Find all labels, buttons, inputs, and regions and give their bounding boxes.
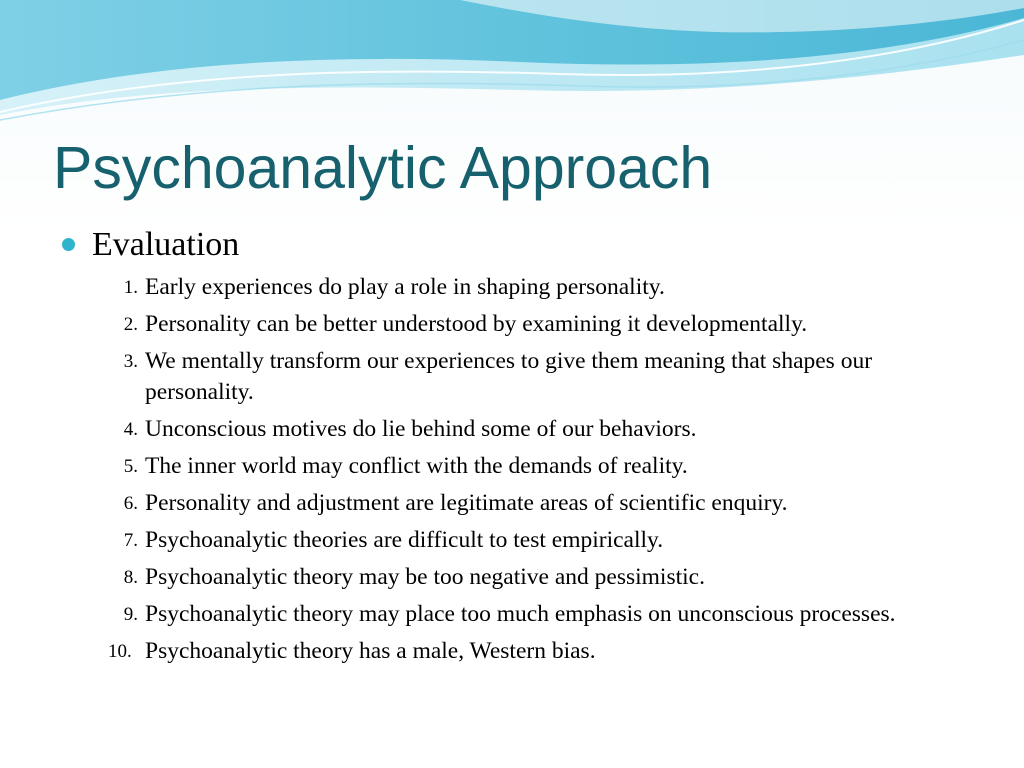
list-item <box>104 346 984 408</box>
list-item-number: 9. <box>123 604 138 625</box>
slide-title: Psychoanalytic Approach <box>53 135 713 201</box>
list-item <box>104 272 984 303</box>
list-item-text: Early experiences do play a role in shaping personality. <box>145 274 665 300</box>
list-item-text: We mentally transform our experiences to give them meaning that shapes our personality. <box>145 348 873 405</box>
list-item <box>104 636 984 667</box>
list-item-text: Psychoanalytic theory may be too negative and pessimistic. <box>145 564 705 590</box>
list-item-text: Personality and adjustment are legitimate areas of scientific enquiry. <box>145 490 788 516</box>
bullet-label: Evaluation <box>92 226 240 263</box>
list-item <box>104 488 984 519</box>
list-item-number: 10. <box>108 641 132 662</box>
bullet-dot-icon <box>62 238 75 251</box>
list-item <box>104 451 984 482</box>
list-item-number: 4. <box>123 419 138 440</box>
list-item-text: Psychoanalytic theory may place too much emphasis on unconscious processes. <box>145 601 896 627</box>
list-item-text: Psychoanalytic theories are difficult to test empirically. <box>145 527 664 553</box>
list-item <box>104 309 984 340</box>
list-item <box>104 525 984 556</box>
list-item-number: 1. <box>123 277 138 298</box>
list-item-number: 8. <box>123 567 138 588</box>
list-item-text: The inner world may conflict with the demands of reality. <box>145 453 688 479</box>
list-item <box>104 414 984 445</box>
list-item-number: 3. <box>123 351 138 372</box>
list-item-number: 7. <box>123 530 138 551</box>
list-item-text: Personality can be better understood by examining it developmentally. <box>145 311 808 337</box>
list-item <box>104 599 984 630</box>
list-item-number: 5. <box>123 456 138 477</box>
list-item-text: Psychoanalytic theory has a male, Western bias. <box>145 638 596 664</box>
header-wave-decoration <box>0 0 1024 130</box>
list-item-text: Unconscious motives do lie behind some of our behaviors. <box>145 416 697 442</box>
evaluation-list <box>104 272 984 673</box>
list-item-number: 2. <box>123 314 138 335</box>
list-item-number: 6. <box>123 493 138 514</box>
list-item <box>104 562 984 593</box>
